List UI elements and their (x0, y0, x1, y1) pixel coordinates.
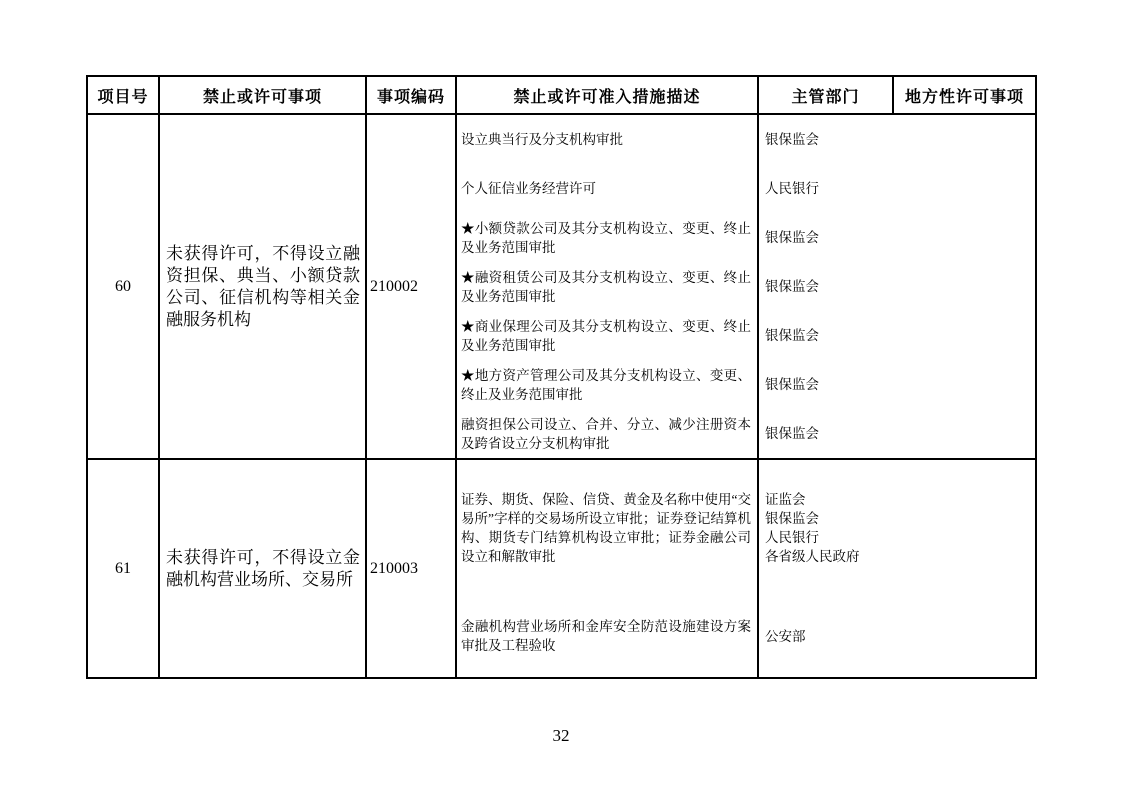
measure-description: 证券、期货、保险、信贷、黄金及名称中使用“交易所”字样的交易场所设立审批；证券登记结算机构、期货专门结算机构设立审批；证券金融公司设立和解散审批 (457, 460, 759, 595)
measure-department (759, 164, 894, 213)
measure-department (759, 262, 894, 311)
negative-list-table (86, 75, 1037, 679)
cell-measures-and-departments (457, 460, 894, 677)
measure-row (457, 409, 894, 458)
cell-prohibited-or-licensed-item: 未获得许可，不得设立金融机构营业场所、交易所 (160, 460, 367, 677)
table-row (88, 115, 1035, 460)
header-project-number: 项目号 (88, 77, 160, 113)
cell-project-number: 61 (88, 460, 160, 677)
header-item-code: 事项编码 (367, 77, 457, 113)
department-name: 各省级人民政府 (765, 548, 860, 564)
measure-row (457, 164, 894, 213)
department-name: 银保监会 (765, 510, 819, 526)
measure-description: ★地方资产管理公司及其分支机构设立、变更、终止及业务范围审批 (457, 360, 759, 409)
department-name: 银保监会 (765, 328, 819, 343)
department-name: 银保监会 (765, 132, 819, 147)
measure-department (759, 311, 894, 360)
header-measure-description: 禁止或许可准入措施描述 (457, 77, 759, 113)
measure-description: ★融资租赁公司及其分支机构设立、变更、终止及业务范围审批 (457, 262, 759, 311)
header-competent-department: 主管部门 (759, 77, 894, 113)
measure-row (457, 460, 894, 595)
measure-department (759, 213, 894, 262)
measure-row (457, 213, 894, 262)
measure-row (457, 311, 894, 360)
measures-column (457, 115, 894, 458)
measures-column (457, 460, 894, 677)
department-name: 公安部 (765, 628, 806, 644)
department-name: 证监会 (765, 491, 806, 507)
measure-description: ★小额贷款公司及其分支机构设立、变更、终止及业务范围审批 (457, 213, 759, 262)
page-number: 32 (552, 726, 570, 745)
cell-project-number: 60 (88, 115, 160, 458)
cell-local-licensing-item (894, 115, 1035, 458)
measure-description: 个人征信业务经营许可 (457, 164, 759, 213)
header-local-licensing-item: 地方性许可事项 (904, 88, 1024, 106)
department-name: 银保监会 (765, 230, 819, 245)
department-name: 银保监会 (765, 279, 819, 294)
measure-description: 融资担保公司设立、合并、分立、减少注册资本及跨省设立分支机构审批 (457, 409, 759, 458)
cell-measures-and-departments (457, 115, 894, 458)
cell-item-code: 210002 (367, 115, 457, 458)
cell-item-code: 210003 (367, 460, 457, 677)
measure-row (457, 115, 894, 164)
department-name: 人民银行 (765, 529, 819, 545)
table-header-row (88, 77, 1035, 115)
department-name: 银保监会 (765, 377, 819, 392)
cell-prohibited-or-licensed-item: 未获得许可，不得设立融资担保、典当、小额贷款公司、征信机构等相关金融服务机构 (160, 115, 367, 458)
measure-description: 金融机构营业场所和金库安全防范设施建设方案审批及工程验收 (457, 595, 759, 677)
measure-description: 设立典当行及分支机构审批 (457, 115, 759, 164)
measure-row (457, 262, 894, 311)
measure-department (759, 460, 894, 595)
department-name: 人民银行 (765, 181, 819, 196)
measure-row (457, 595, 894, 677)
cell-local-licensing-item (894, 460, 1035, 677)
table-body (88, 115, 1035, 677)
measure-department (759, 595, 894, 677)
measure-department (759, 360, 894, 409)
measure-department (759, 409, 894, 458)
measure-department (759, 115, 894, 164)
header-prohibited-or-licensed-item: 禁止或许可事项 (160, 77, 367, 113)
department-name: 银保监会 (765, 426, 819, 441)
table-row (88, 460, 1035, 677)
measure-description: ★商业保理公司及其分支机构设立、变更、终止及业务范围审批 (457, 311, 759, 360)
measure-row (457, 360, 894, 409)
